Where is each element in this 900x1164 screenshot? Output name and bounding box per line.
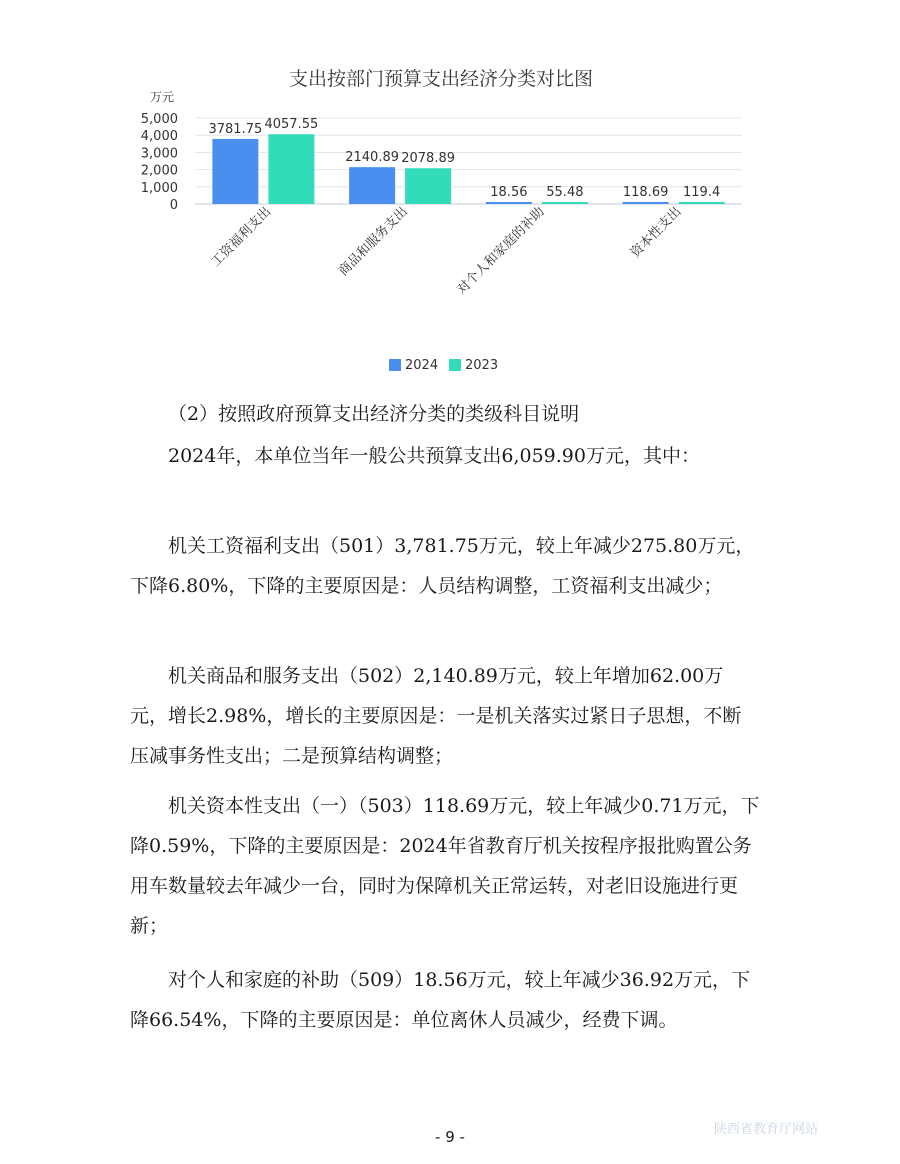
- legend-label: 2024: [405, 358, 439, 373]
- data-label: 18.56: [490, 185, 528, 200]
- paragraph-502: 机关商品和服务支出（502）2,140.89万元，较上年增加62.00万元，增长2.98%，增长的主要原因是：一是机关落实过紧日子思想，不断压减事务性支出；二是预算结构调整；: [130, 665, 742, 767]
- y-tick-label: 0: [169, 198, 178, 213]
- x-tick-label: 对个人和家庭的补助: [454, 204, 548, 298]
- x-tick-label: 商品和服务支出: [335, 204, 411, 280]
- bar-2023: [542, 202, 588, 204]
- bar-2024: [349, 167, 395, 204]
- y-axis-unit: 万元: [149, 90, 175, 104]
- data-label: 119.4: [683, 184, 721, 200]
- bar-2024: [623, 202, 669, 204]
- bar-2023: [268, 134, 314, 204]
- legend-label: 2023: [465, 358, 499, 373]
- y-tick-label: 2,000: [140, 163, 178, 179]
- y-axis-ticks: [141, 112, 178, 213]
- x-tick-label: 资本性支出: [627, 204, 685, 261]
- legend-swatch: [449, 359, 461, 371]
- x-tick-label: 工资福利支出: [208, 204, 275, 270]
- paragraph-509: 对个人和家庭的补助（509）18.56万元，较上年减少36.92万元，下降66.54%，下降的主要原因是：单位离休人员减少，经费下调。: [130, 969, 751, 1031]
- chart-title: 支出按部门预算支出经济分类对比图: [288, 68, 594, 90]
- bar-2023: [405, 168, 451, 204]
- site-watermark: 陕西省教育厅网站: [714, 1122, 819, 1137]
- legend: [389, 358, 498, 373]
- expenditure-comparison-chart: [0, 0, 900, 380]
- y-tick-label: 4,000: [140, 129, 178, 145]
- y-tick-label: 1,000: [140, 180, 178, 196]
- y-tick-label: 5,000: [140, 112, 178, 127]
- bar-2023: [679, 202, 725, 204]
- data-label: 55.48: [546, 185, 584, 200]
- y-tick-label: 3,000: [140, 146, 178, 162]
- legend-swatch: [389, 359, 401, 371]
- bar-2024: [486, 202, 532, 204]
- paragraph-503: 机关资本性支出（一）（503）118.69万元，较上年减少0.71万元，下降0.59%，下降的主要原因是：2024年省教育厅机关按程序报批购置公务用车数量较去年减少一台，同时为保障机关正常运转，对老旧设施进行更新；: [130, 795, 760, 937]
- bar-2024: [212, 139, 258, 204]
- data-label: 118.69: [622, 184, 669, 200]
- data-label: 3781.75: [208, 121, 263, 137]
- page-number: - 9 -: [435, 1128, 465, 1146]
- section-heading: （2）按照政府预算支出经济分类的类级科目说明: [168, 403, 580, 425]
- x-axis-ticks: [208, 204, 685, 298]
- data-label: 2078.89: [401, 151, 456, 167]
- data-label: 4057.55: [264, 117, 319, 133]
- paragraph-501: 机关工资福利支出（501）3,781.75万元，较上年减少275.80万元，下降6.80%，下降的主要原因是：人员结构调整，工资福利支出减少；: [130, 535, 755, 597]
- data-label: 2140.89: [345, 150, 400, 166]
- paragraph-total: 2024年，本单位当年一般公共预算支出6,059.90万元，其中：: [168, 445, 700, 467]
